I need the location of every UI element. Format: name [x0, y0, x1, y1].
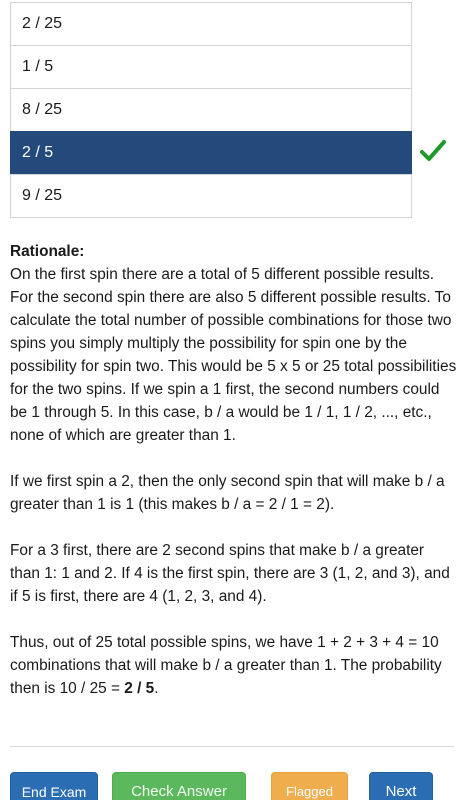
rationale-section: [10, 240, 458, 723]
answer-option-2[interactable]: [10, 45, 412, 88]
answer-option-label: 2 / 25: [22, 15, 63, 32]
answer-option-1[interactable]: [10, 2, 412, 45]
rationale-title: Rationale:: [10, 243, 85, 260]
next-button[interactable]: Next: [369, 772, 433, 800]
end-exam-button[interactable]: End Exam: [10, 772, 98, 800]
rationale-paragraph-4: [10, 631, 458, 700]
answer-option-label: 9 / 25: [22, 187, 63, 204]
rationale-paragraph-3: For a 3 first, there are 2 second spins that make b / a greater than 1: 1 and 2. If 4 is the first spin, there are 3 (1, 2, and 3), and if 5 is first, there are 4 (1, 2, 3, and 4).: [10, 542, 450, 605]
rationale-paragraph-1: On the first spin there are a total of 5 different possible results. For the second spin there are also 5 different possible results. To calculate the total number of possible combinations for those two spins you simply multiply the possibility for spin one by the possibility for spin two. This would be 5 x 5 or 25 total possibilities for the two spins. If we spin a 1 first, the second numbers could be 1 through 5. In this case, b / a would be 1 / 1, 1 / 2, ..., etc., none of which are greater than 1.: [10, 266, 457, 444]
checkmark-icon: [420, 138, 446, 164]
answer-option-label: 8 / 25: [22, 101, 63, 118]
answer-option-3[interactable]: [10, 88, 412, 131]
divider: [10, 746, 454, 747]
rationale-paragraph-2: If we first spin a 2, then the only second spin that will make b / a greater than 1 is 1 (this makes b / a = 2 / 1 = 2).: [10, 473, 445, 513]
answer-option-label: 2 / 5: [22, 144, 54, 161]
answer-option-label: 1 / 5: [22, 58, 54, 75]
answer-option-4-selected[interactable]: [10, 131, 412, 174]
rationale-paragraph-4-text: Thus, out of 25 total possible spins, we have 1 + 2 + 3 + 4 = 10 combinations that will make b / a greater than 1. The probability then is 10 / 25 =: [10, 634, 442, 697]
check-answer-button[interactable]: Check Answer: [112, 772, 246, 800]
answer-list: [10, 2, 412, 218]
rationale-final-answer: 2 / 5: [124, 680, 155, 697]
answer-option-5[interactable]: [10, 174, 412, 218]
flagged-button[interactable]: Flagged: [271, 772, 348, 800]
rationale-paragraph-4-end: .: [154, 680, 159, 697]
